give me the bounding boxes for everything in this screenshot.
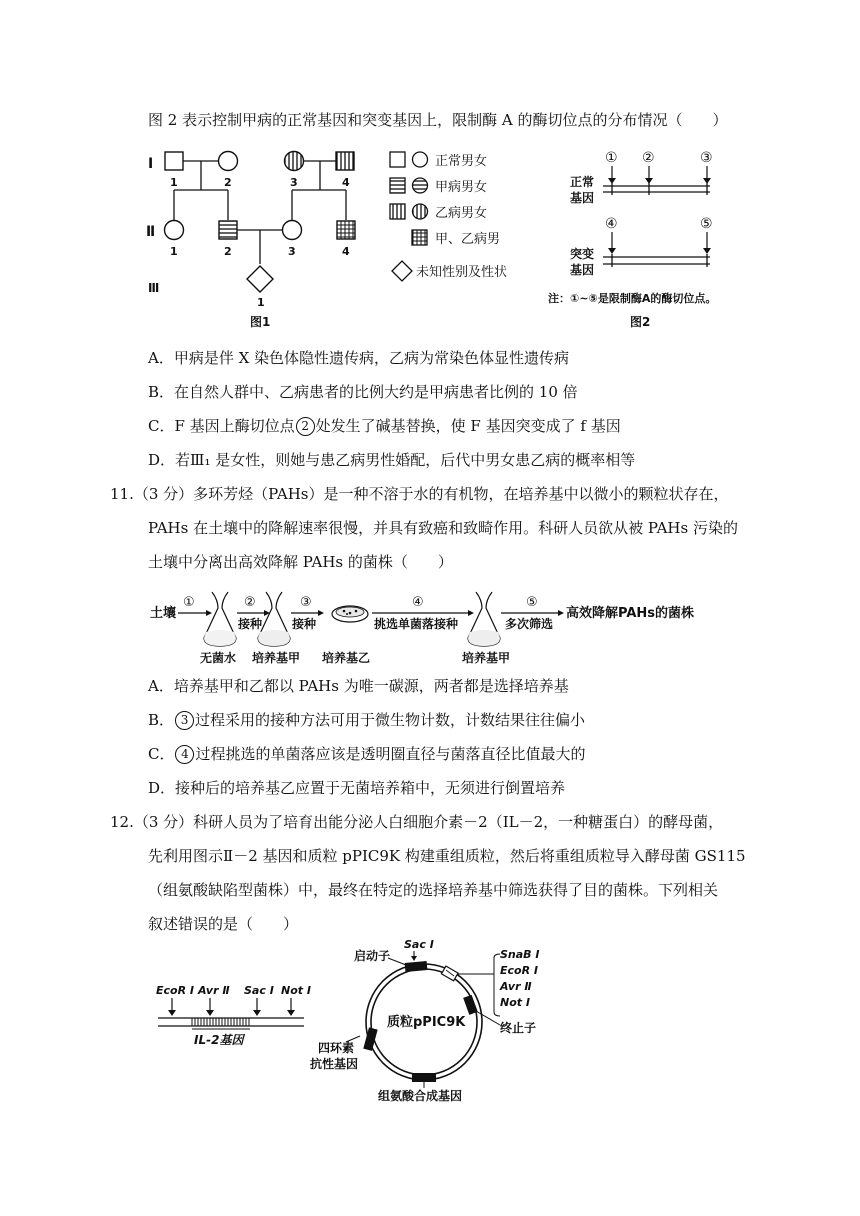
svg-text:Avr Ⅱ: Avr Ⅱ bbox=[500, 980, 532, 993]
svg-text:1: 1 bbox=[170, 176, 178, 189]
legend-normal: 正常男女 bbox=[435, 154, 488, 169]
pahs-flow-figure bbox=[0, 586, 860, 666]
legend-disease-B: 乙病男女 bbox=[435, 206, 488, 221]
flow-end: 高效降解PAHs的菌株 bbox=[566, 606, 695, 621]
svg-text:2: 2 bbox=[224, 245, 232, 258]
q12-stem-line2: 先利用图示Ⅱ－2 基因和质粒 pPIC9K 构建重组质粒，然后将重组质粒导入酵母菌 GS115 bbox=[148, 847, 746, 865]
II-2-male-disease-A bbox=[219, 221, 237, 239]
svg-text:1: 1 bbox=[170, 245, 178, 258]
II-3-female-normal bbox=[283, 221, 302, 240]
svg-text:Avr Ⅱ: Avr Ⅱ bbox=[198, 984, 230, 997]
svg-text:SnaB Ⅰ: SnaB Ⅰ bbox=[500, 948, 540, 961]
svg-text:Not Ⅰ: Not Ⅰ bbox=[500, 996, 530, 1009]
svg-text:终止子: 终止子 bbox=[500, 1021, 537, 1035]
q12-stem-line1: 12.（3 分）科研人员为了培育出能分泌人白细胞介素－2（IL－2，一种糖蛋白）的酵母菌， bbox=[110, 813, 724, 831]
svg-text:②: ② bbox=[642, 150, 655, 166]
svg-text:组氨酸合成基因: 组氨酸合成基因 bbox=[378, 1089, 463, 1103]
tet-resistance-block bbox=[363, 1027, 377, 1051]
II-1-female-normal bbox=[165, 221, 184, 240]
svg-text:挑选单菌落接种: 挑选单菌落接种 bbox=[374, 617, 459, 631]
svg-text:3: 3 bbox=[290, 176, 298, 189]
gen-label-I: Ⅰ bbox=[148, 156, 154, 172]
svg-text:①: ① bbox=[605, 150, 618, 166]
svg-text:⑤: ⑤ bbox=[526, 595, 538, 610]
svg-text:⑤: ⑤ bbox=[700, 216, 713, 232]
svg-text:③: ③ bbox=[300, 595, 312, 610]
svg-text:2: 2 bbox=[224, 176, 232, 189]
q11-stem-line1: 11.（3 分）多环芳烃（PAHs）是一种不溶于水的有机物，在培养基中以微小的颗粒状存在， bbox=[110, 485, 729, 503]
svg-text:基因: 基因 bbox=[570, 191, 595, 205]
svg-text:①: ① bbox=[183, 595, 195, 610]
svg-text:④: ④ bbox=[605, 216, 618, 232]
legend-disease-A: 甲病男女 bbox=[435, 180, 488, 195]
fig2-caption: 图2 bbox=[630, 315, 651, 329]
svg-text:④: ④ bbox=[412, 595, 424, 610]
svg-text:②: ② bbox=[244, 595, 256, 610]
legend-unknown: 未知性别及性状 bbox=[416, 265, 508, 280]
svg-text:多次筛选: 多次筛选 bbox=[505, 617, 554, 631]
il2-gene-label: IL-2基因 bbox=[194, 1033, 244, 1047]
svg-text:基因: 基因 bbox=[570, 263, 595, 277]
III-1-unknown bbox=[247, 266, 273, 292]
q10-option-D: D．若Ⅲ₁ 是女性，则她与患乙病男性婚配，后代中男女患乙病的概率相等 bbox=[148, 451, 636, 469]
intro-line: 图 2 表示控制甲病的正常基因和突变基因上，限制酶 A 的酶切位点的分布情况（ ） bbox=[148, 111, 728, 129]
svg-text:4: 4 bbox=[342, 245, 350, 258]
terminator-block bbox=[463, 995, 478, 1015]
svg-text:无菌水: 无菌水 bbox=[200, 651, 237, 665]
gen-label-II: Ⅱ bbox=[146, 224, 156, 240]
II-4-male-disease-AB bbox=[337, 221, 355, 239]
q12-stem-line4: 叙述错误的是（ ） bbox=[148, 915, 299, 933]
svg-text:启动子: 启动子 bbox=[354, 949, 391, 963]
svg-text:EcoR Ⅰ: EcoR Ⅰ bbox=[156, 984, 194, 997]
q10-option-B: B．在自然人群中、乙病患者的比例大约是甲病患者比例的 10 倍 bbox=[148, 383, 578, 401]
q11-option-D: D．接种后的培养基乙应置于无菌培养箱中，无须进行倒置培养 bbox=[148, 779, 566, 797]
promoter-block bbox=[405, 961, 428, 972]
q11-option-C: C． 4 过程挑选的单菌落应该是透明圈直径与菌落直径比值最大的 bbox=[148, 745, 586, 763]
fig2-note: 注：①~⑤是限制酶A的酶切位点。 bbox=[548, 292, 717, 305]
svg-text:Sac Ⅰ: Sac Ⅰ bbox=[244, 984, 274, 997]
svg-text:四环素: 四环素 bbox=[318, 1041, 355, 1055]
il2-gene-region bbox=[192, 1018, 249, 1026]
svg-text:Not Ⅰ: Not Ⅰ bbox=[281, 984, 311, 997]
legend-disease-AB: 甲、乙病男 bbox=[435, 232, 501, 247]
q11-stem-line2: PAHs 在土壤中的降解速率很慢，并具有致癌和致畸作用。科研人员欲从被 PAHs 污染的 bbox=[148, 519, 738, 537]
svg-text:接种: 接种 bbox=[292, 617, 317, 631]
I-3-female-disease-B bbox=[285, 152, 304, 171]
svg-text:突变: 突变 bbox=[570, 247, 595, 261]
q10-option-A: A．甲病是伴 X 染色体隐性遗传病，乙病为常染色体显性遗传病 bbox=[148, 349, 570, 367]
q12-stem-line3: （组氨酸缺陷型菌株）中，最终在特定的选择培养基中筛选获得了目的菌株。下列相关 bbox=[148, 881, 719, 899]
svg-text:正常: 正常 bbox=[570, 175, 595, 189]
svg-text:1: 1 bbox=[257, 296, 265, 309]
q11-stem-line3: 土壤中分离出高效降解 PAHs 的菌株（ ） bbox=[148, 553, 453, 571]
I-2-female-normal bbox=[219, 152, 238, 171]
gen-label-III: Ⅲ bbox=[148, 281, 160, 295]
svg-text:培养基乙: 培养基乙 bbox=[322, 651, 371, 665]
pedigree-figure bbox=[0, 140, 860, 340]
svg-text:Sac Ⅰ: Sac Ⅰ bbox=[404, 938, 434, 951]
svg-text:4: 4 bbox=[342, 176, 350, 189]
q11-option-A: A．培养基甲和乙都以 PAHs 为唯一碳源，两者都是选择培养基 bbox=[148, 677, 569, 695]
svg-text:抗性基因: 抗性基因 bbox=[310, 1057, 359, 1071]
svg-text:③: ③ bbox=[700, 150, 713, 166]
plasmid-name: 质粒pPIC9K bbox=[387, 1015, 466, 1030]
I-4-male-disease-B bbox=[336, 152, 354, 170]
svg-text:培养基甲: 培养基甲 bbox=[252, 651, 301, 665]
flow-start: 土壤 bbox=[150, 606, 177, 621]
I-1-male-normal bbox=[165, 152, 183, 170]
q10-option-C: C．F 基因上酶切位点 2 处发生了碱基替换，使 F 基因突变成了 f 基因 bbox=[148, 417, 621, 435]
his-gene-block bbox=[412, 1073, 436, 1082]
fig1-caption: 图1 bbox=[250, 315, 271, 329]
svg-text:培养基甲: 培养基甲 bbox=[462, 651, 511, 665]
svg-text:接种: 接种 bbox=[238, 617, 263, 631]
plasmid-figure bbox=[0, 936, 860, 1106]
q11-option-B: B． 3 过程采用的接种方法可用于微生物计数，计数结果往往偏小 bbox=[148, 711, 586, 729]
svg-text:3: 3 bbox=[288, 245, 296, 258]
svg-text:EcoR Ⅰ: EcoR Ⅰ bbox=[500, 964, 538, 977]
